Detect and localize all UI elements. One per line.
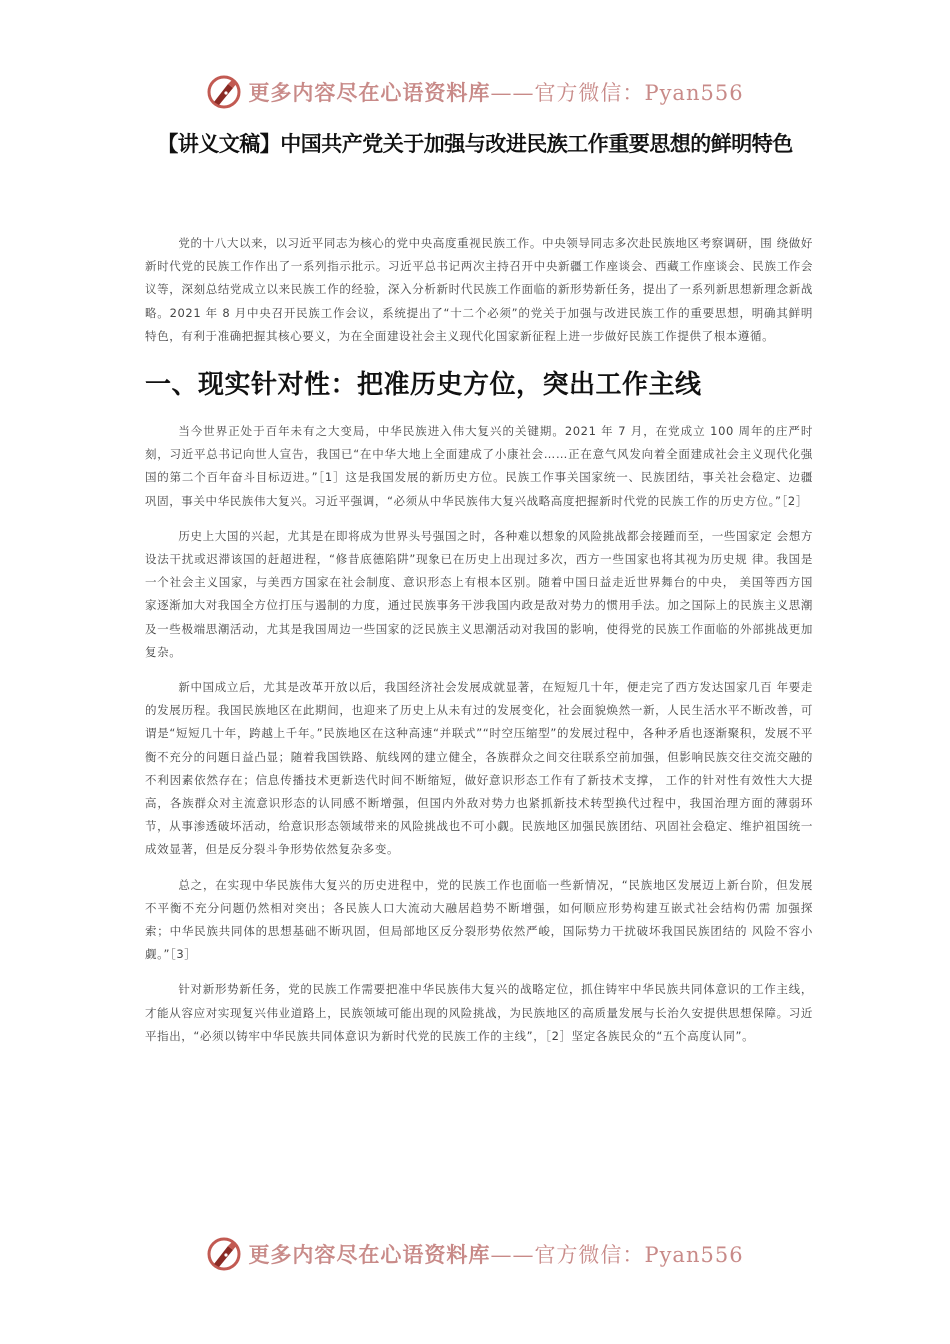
footer-banner-dash: ——	[490, 1243, 535, 1267]
header-banner-wechat-label: 官方微信：	[534, 81, 645, 105]
header-banner-dash: ——	[490, 81, 535, 105]
header-banner-text	[248, 77, 743, 107]
body-paragraph: 新中国成立后，尤其是改革开放以后，我国经济社会发展成就显著，在短短几十年，便走完了西方发达国家几百 年要走的发展历程。我国民族地区在此期间，也迎来了历史上从未有过的发展变化，社会面貌焕然一新，人民生活水平不断改善，可谓是“短短几十年，跨越上千年。”民族地区在这种高速“并联式”“时空压缩型”的发展过程中，各种矛盾也逐渐聚积，发展不平衡不充分的问题日益凸显；随着我国铁路、航线网的建立健全，各族群众之间交往联系空前加强，但影响民族交往交流交融的不利因素依然存在；信息传播技术更新迭代时间不断缩短，做好意识形态工作有了新技术支撑， 工作的针对性有效性大大提高，各族群众对主流意识形态的认同感不断增强，但国内外敌对势力也紧抓新技术转型换代过程中，我国治理方面的薄弱环节，从事渗透破坏活动，给意识形态领域带来的风险挑战也不可小觑。民族地区加强民族团结、巩固社会稳定、维护祖国统一成效显著，但是反分裂斗争形势依然复杂多变。	[145, 680, 813, 857]
pen-nib-logo-icon	[206, 1236, 242, 1272]
footer-banner-wechat-label: 官方微信：	[534, 1243, 645, 1267]
body-paragraph: 当今世界正处于百年未有之大变局，中华民族进入伟大复兴的关键期。2021 年 7 月，在党成立 100 周年的庄严时刻，习近平总书记向世人宣告，我国已“在中华大地上全面建成了小康社会……正在意气风发向着全面建成社会主义现代化强国的第二个百年奋斗目标迈进。”［1］这是我国发展的新历史方位。民族工作事关国家统一、民族团结，事关社会稳定、边疆巩固，事关中华民族伟大复兴。习近平强调，“必须从中华民族伟大复兴战略高度把握新时代党的民族工作的历史方位。”［2］	[145, 424, 813, 508]
header-banner-inner	[206, 74, 743, 110]
footer-banner-wechat-id: Pyan556	[644, 1243, 744, 1267]
footer-banner-text	[248, 1239, 743, 1269]
header-banner-wechat-id: Pyan556	[644, 81, 744, 105]
header-banner	[0, 72, 950, 112]
body-paragraph: 历史上大国的兴起，尤其是在即将成为世界头号强国之时，各种难以想象的风险挑战都会接踵而至，一些国家定 会想方设法干扰或迟滞该国的赶超进程，“修昔底德陷阱”现象已在历史上出现过多次，西方一些国家也将其视为历史规 律。我国是一个社会主义国家，与美西方国家在社会制度、意识形态上有根本区别。随着中国日益走近世界舞台的中央， 美国等西方国家逐渐加大对我国全方位打压与遏制的力度，通过民族事务干涉我国内政是敌对势力的惯用手法。加之国际上的民族主义思潮及一些极端思潮活动，尤其是我国周边一些国家的泛民族主义思潮活动对我国的影响，使得党的民族工作面临的外部挑战更加复杂。	[145, 528, 813, 659]
footer-banner	[0, 1234, 950, 1274]
section-heading: 一、现实针对性：把准历史方位，突出工作主线	[145, 370, 702, 401]
document-body	[145, 232, 813, 1060]
footer-banner-cn: 更多内容尽在心语资料库	[248, 1242, 491, 1267]
pen-nib-logo-icon	[206, 74, 242, 110]
footer-banner-inner	[206, 1236, 743, 1272]
document-title: 【讲义文稿】中国共产党关于加强与改进民族工作重要思想的鲜明特色	[157, 132, 793, 156]
body-paragraph: 针对新形势新任务，党的民族工作需要把准中华民族伟大复兴的战略定位，抓住铸牢中华民族共同体意识的工作主线，才能从容应对实现复兴伟业道路上，民族领域可能出现的风险挑战，为民族地区的高质量发展与长治久安提供思想保障。习近平指出，“必须以铸牢中华民族共同体意识为新时代党的民族工作的主线”，［2］坚定各族民众的“五个高度认同”。	[145, 982, 813, 1043]
body-paragraph: 总之，在实现中华民族伟大复兴的历史进程中，党的民族工作也面临一些新情况，“民族地区发展迈上新台阶，但发展不平衡不充分问题仍然相对突出；各民族人口大流动大融居趋势不断增强，如何顺应形势构建互嵌式社会结构仍需 加强探索；中华民族共同体的思想基础不断巩固，但局部地区反分裂形势依然严峻，国际势力干扰破坏我国民族团结的 风险不容小觑。”［3］	[145, 877, 813, 962]
intro-paragraph: 党的十八大以来，以习近平同志为核心的党中央高度重视民族工作。中央领导同志多次赴民族地区考察调研，围 绕做好新时代党的民族工作作出了一系列指示批示。习近平总书记两次主持召开中央新疆工作座谈会、西藏工作座谈会、民族工作会议等，深刻总结党成立以来民族工作的经验，深入分析新时代民族工作面临的新形势新任务，提出了一系列新思想新理念新战略。2021 年 8 月中央召开民族工作会议，系统提出了“十二个必须”的党关于加强与改进民族工作的重要思想，明确其鲜明特色，有利于准确把握其核心要义，为在全面建设社会主义现代化国家新征程上进一步做好民族工作提供了根本遵循。	[145, 236, 813, 343]
header-banner-cn: 更多内容尽在心语资料库	[248, 80, 491, 105]
